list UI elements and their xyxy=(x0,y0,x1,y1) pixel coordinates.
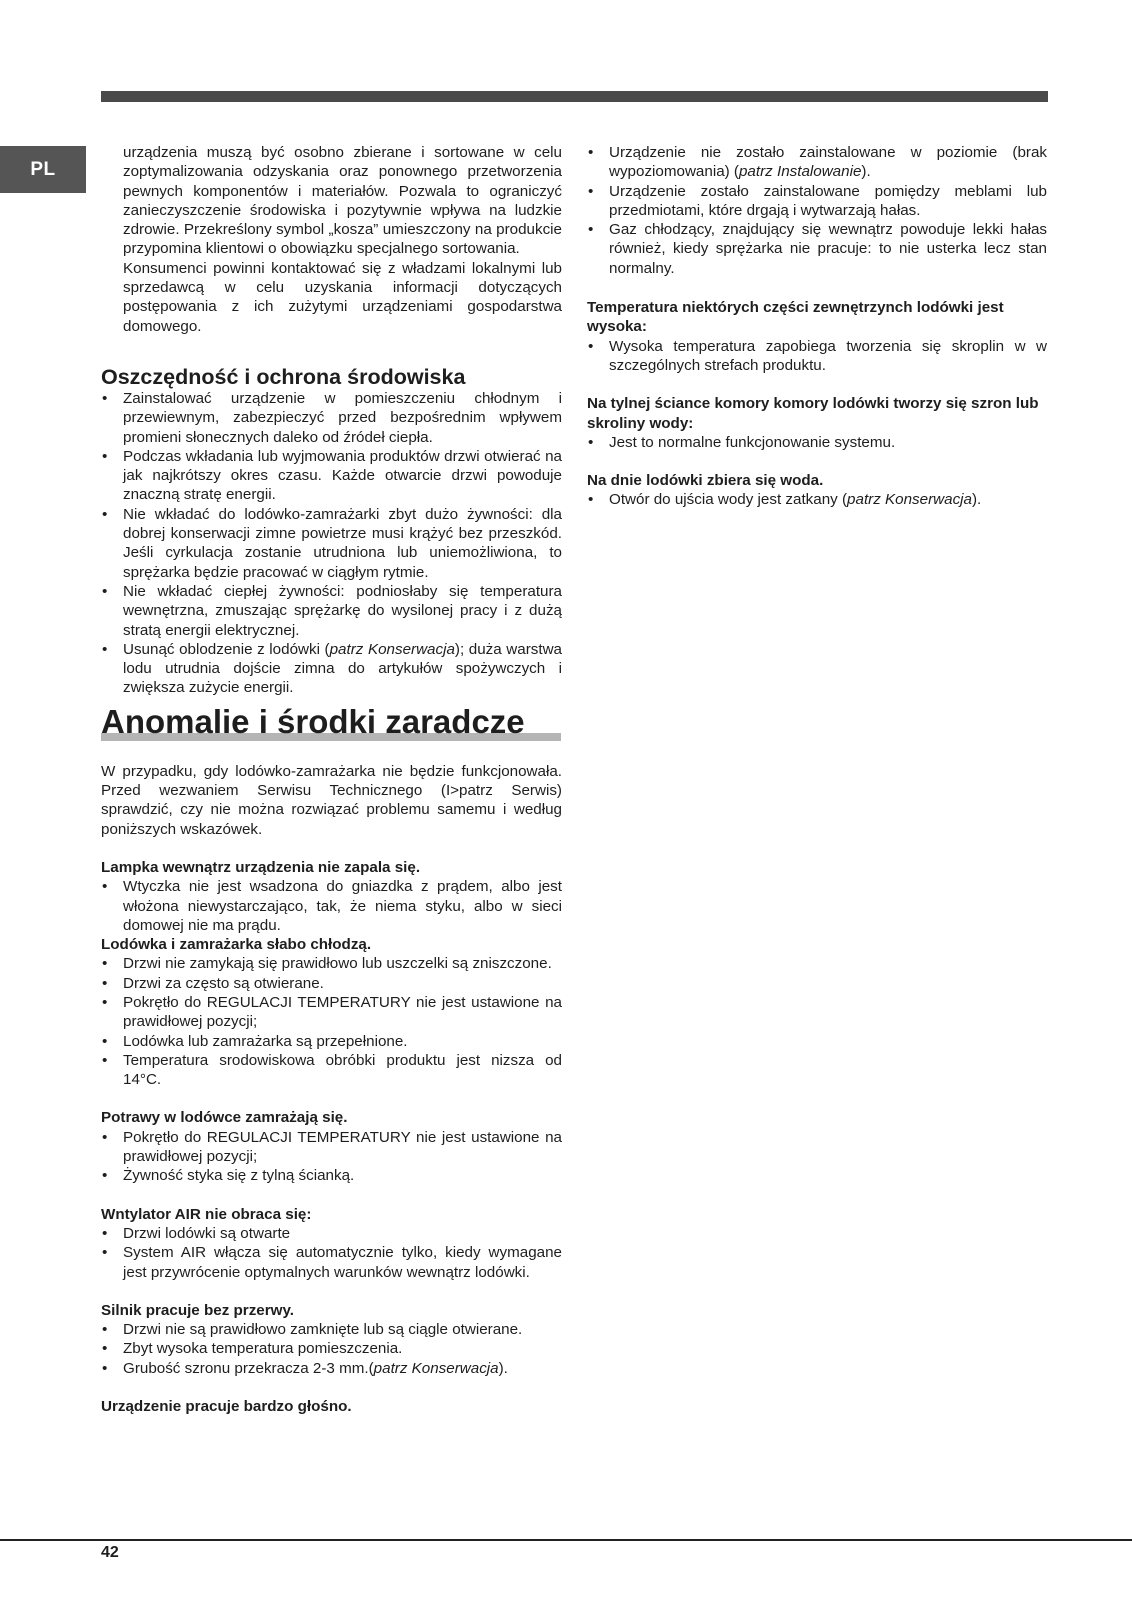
anomalies-heading-block xyxy=(101,703,562,747)
section-list xyxy=(101,1224,562,1282)
list-item xyxy=(587,143,1047,182)
text-run: Otwór do ujścia wody jest zatkany ( xyxy=(609,491,848,509)
list-item xyxy=(101,1359,562,1378)
list-item xyxy=(587,490,1047,509)
section-list xyxy=(587,337,1047,376)
section-list xyxy=(101,1320,562,1378)
section-heading: Potrawy w lodówce zamrażają się. xyxy=(101,1109,348,1127)
list-item: • Zbyt wysoka temperatura pomieszczenia. xyxy=(101,1339,562,1358)
list-item: • Temperatura srodowiskowa obróbki produktu jest nizsza od 14°C. xyxy=(101,1051,562,1090)
cross-reference: patrz Konserwacja xyxy=(329,640,455,658)
left-column xyxy=(101,143,562,1416)
list-item: • Drzwi nie są prawidłowo zamknięte lub są ciągle otwierane. xyxy=(101,1320,562,1339)
section-heading: Na dnie lodówki zbiera się woda. xyxy=(587,472,824,490)
text-run: ). xyxy=(861,163,871,181)
list-item: • Jest to normalne funkcjonowanie systemu. xyxy=(587,433,1047,452)
list-item: • Pokrętło do REGULACJI TEMPERATURY nie jest ustawione na prawidłowej pozycji; xyxy=(101,993,562,1032)
disposal-contact-paragraph: Konsumenci powinni kontaktować się z władzami lokalnymi lub sprzedawcą w celu uzyskania informacji dotyczących postępowania z ich zużytymi urządzeniami gospodarstwa domowego. xyxy=(123,259,562,335)
section-list xyxy=(587,433,1047,452)
section-heading: Lampka wewnątrz urządzenia nie zapala się. xyxy=(101,858,421,876)
noise-causes-list xyxy=(587,143,1047,278)
list-item: • System AIR włącza się automatycznie tylko, kiedy wymagane jest przywrócenie optymalnych warunków wewnątrz lodówki. xyxy=(101,1243,562,1282)
right-column xyxy=(587,143,1047,510)
text-run: ); duża warstwa lodu utrudnia dojście zimna do artykułów spożywczych i zwiększa zużycie energii. xyxy=(123,640,562,697)
section-heading: Silnik pracuje bez przerwy. xyxy=(101,1301,295,1319)
list-item: • Drzwi lodówki są otwarte xyxy=(101,1224,562,1243)
anomalies-heading: Anomalie i środki zaradcze xyxy=(101,702,525,740)
list-item: • Wysoka temperatura zapobiega tworzenia się skroplin w w szczególnych strefach produktu. xyxy=(587,337,1047,376)
list-item: • Drzwi nie zamykają się prawidłowo lub uszczelki są zniszczone. xyxy=(101,954,562,973)
anomalies-intro: W przypadku, gdy lodówko-zamrażarka nie będzie funkcjonowała. Przed wezwaniem Serwisu Technicznego (I>patrz Serwis) sprawdzić, czy nie można rozwiązać problemu samemu i według poniższych wskazówek. xyxy=(101,762,562,838)
list-item: • Gaz chłodzący, znajdujący się wewnątrz powoduje lekki hałas również, kiedy sprężarka nie pracuje: to nie usterka lecz stan normalny. xyxy=(587,220,1047,278)
list-item: • Lodówka lub zamrażarka są przepełnione. xyxy=(101,1032,562,1051)
list-item: • Nie wkładać ciepłej żywności: podniosłaby się temperatura wewnętrzna, zmuszając sprężarkę do wysilonej pracy i z dużą stratą energii elektrycznej. xyxy=(101,582,562,640)
list-item: • Żywność styka się z tylną ścianką. xyxy=(101,1166,562,1185)
language-tab: PL xyxy=(0,146,86,193)
text-run: Grubość szronu przekracza 2-3 mm.( xyxy=(123,1359,374,1377)
text-run: ). xyxy=(498,1359,508,1377)
disposal-paragraph: urządzenia muszą być osobno zbierane i sortowane w celu zoptymalizowania odzyskania oraz ponownego przetworzenia pewnych komponentów i materiałów. Pozwala to ograniczyć zanieczyszczenie środowiska i pozytywnie wpływa na ludzkie zdrowie. Przekreślony symbol „kosza” umieszczony na produkcie przypomina klientowi o obowiązku specjalnego sortowania. xyxy=(123,144,562,258)
list-item: • Pokrętło do REGULACJI TEMPERATURY nie jest ustawione na prawidłowej pozycji; xyxy=(101,1128,562,1167)
cross-reference: patrz Instalowanie xyxy=(738,163,862,181)
section-heading: Temperatura niektórych części zewnętrzynch lodówki jest wysoka: xyxy=(587,299,1004,336)
cross-reference: patrz Konserwacja xyxy=(373,1359,499,1377)
text-run: Urządzenie nie zostało zainstalowane w poziomie (brak wypoziomowania) ( xyxy=(609,144,1047,181)
section-list xyxy=(101,1128,562,1186)
list-item: • Wtyczka nie jest wsadzona do gniazdka z prądem, albo jest włożona niewystarczająco, tak, że niema styku, albo w sieci domowej nie ma prądu. xyxy=(101,877,562,935)
section-heading: Urządzenie pracuje bardzo głośno. xyxy=(101,1398,352,1416)
eco-heading: Oszczędność i ochrona środowiska xyxy=(101,364,466,389)
list-item: • Podczas wkładania lub wyjmowania produktów drzwi otwierać na jak najkrótszy okres czasu. Każde otwarcie drzwi powoduje znaczną stratę energii. xyxy=(101,447,562,505)
section-list xyxy=(101,877,562,935)
section-heading: Wntylator AIR nie obraca się: xyxy=(101,1205,312,1223)
eco-list xyxy=(101,389,562,698)
list-item: • Urządzenie zostało zainstalowane pomiędzy meblami lub przedmiotami, które drgają i wytwarzają hałas. xyxy=(587,182,1047,221)
header-rule xyxy=(101,91,1048,102)
cross-reference: patrz Konserwacja xyxy=(847,491,972,509)
text-run: Usunąć oblodzenie z lodówki ( xyxy=(123,640,330,658)
section-list xyxy=(101,954,562,1089)
section-heading: Na tylnej ściance komory komory lodówki tworzy się szron lub skroliny wody: xyxy=(587,395,1039,432)
list-item: • Nie wkładać do lodówko-zamrażarki zbyt dużo żywności: dla dobrej konserwacji zimne powietrze musi krążyć bez przeszkód. Jeśli cyrkulacja zostanie utrudniona lub uniemożliwiona, to sprężarka będzie pracować w ciągłym rytmie. xyxy=(101,505,562,582)
list-item xyxy=(101,640,562,698)
list-item: • Drzwi za często są otwierane. xyxy=(101,974,562,993)
page-number: 42 xyxy=(101,1544,119,1561)
section-heading: Lodówka i zamrażarka słabo chłodzą. xyxy=(101,936,372,954)
section-list xyxy=(587,490,1047,509)
footer-rule xyxy=(0,1539,1132,1541)
list-item: • Zainstalować urządzenie w pomieszczeniu chłodnym i przewiewnym, zabezpieczyć przed bezpośrednim wpływem promieni słonecznych daleko od źródeł ciepła. xyxy=(101,389,562,447)
text-run: ). xyxy=(971,491,982,509)
